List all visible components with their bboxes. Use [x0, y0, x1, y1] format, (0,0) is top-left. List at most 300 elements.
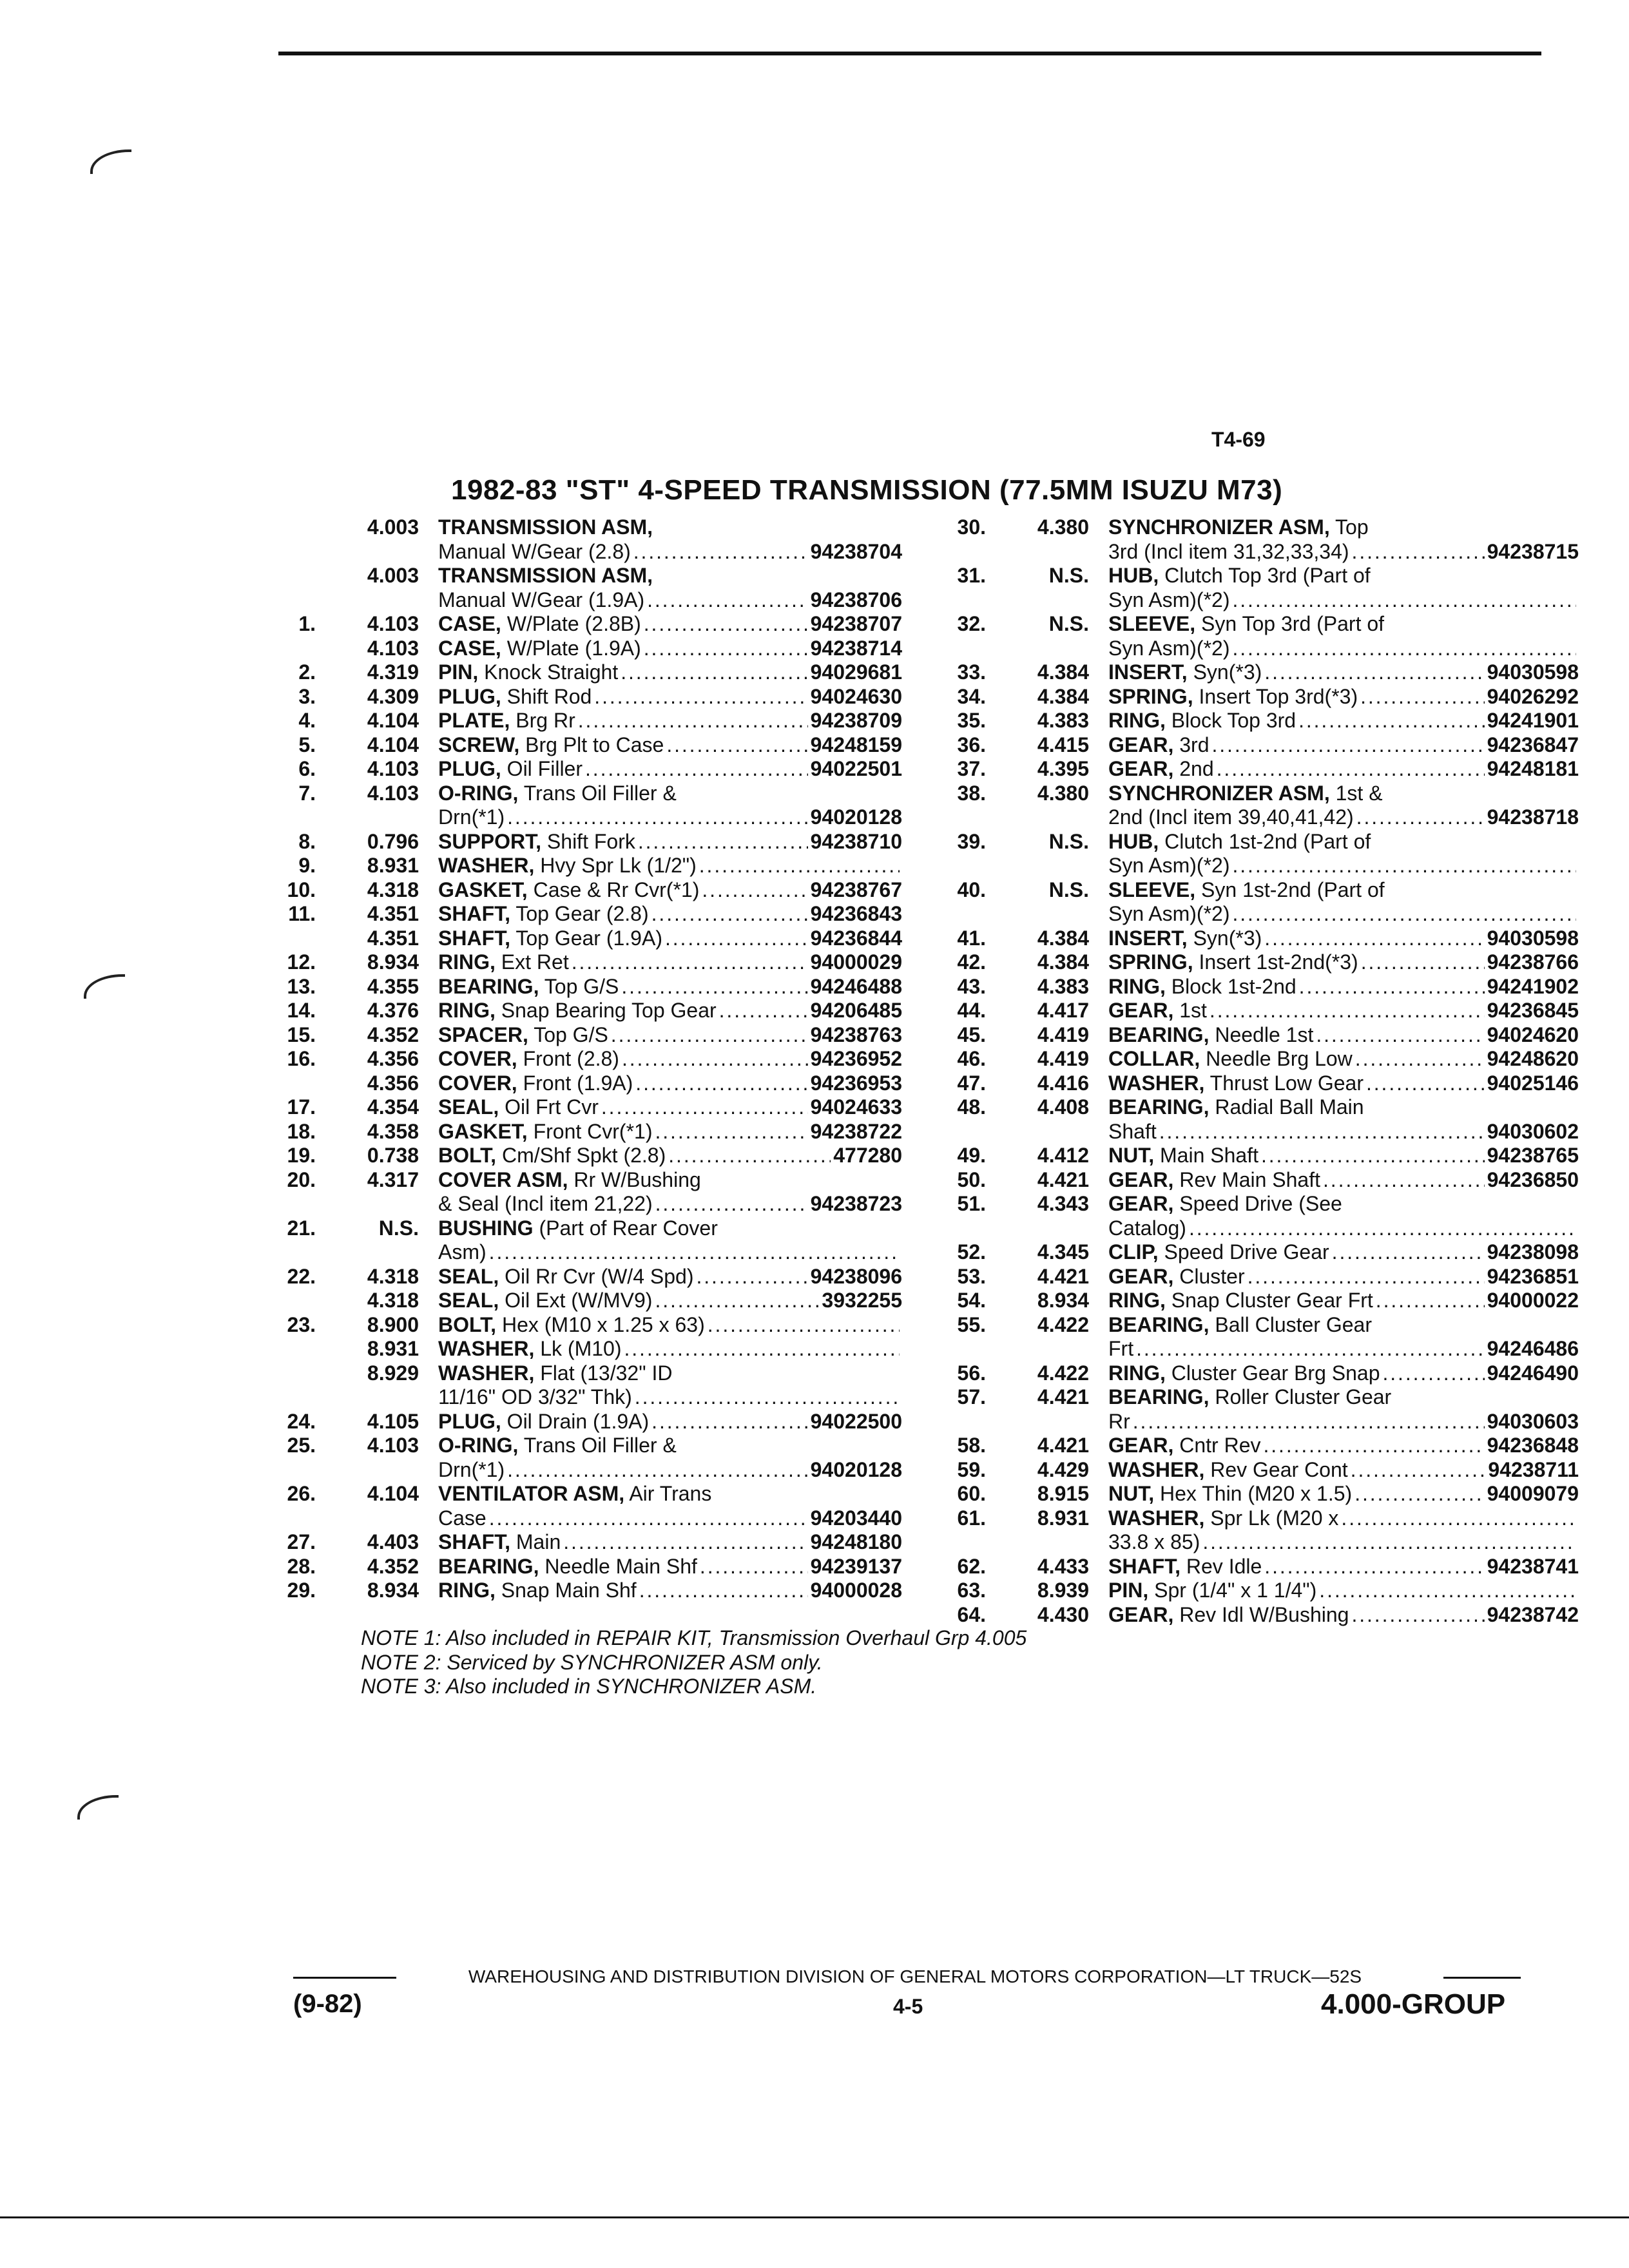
leader-dots	[1136, 1337, 1485, 1361]
group-number: 8.929	[367, 1361, 419, 1385]
part-description	[1108, 782, 1579, 806]
description-text	[1108, 1434, 1260, 1458]
description-text	[438, 540, 631, 564]
description-text	[1108, 660, 1262, 685]
part-number: 94248620	[1487, 1047, 1579, 1070]
description-text	[438, 660, 618, 685]
part-number: 94238767	[810, 878, 902, 901]
part-name: COVER,	[438, 1071, 517, 1095]
part-number: 94238710	[810, 829, 902, 853]
group-number: 4.384	[1037, 660, 1089, 684]
part-entry	[928, 540, 1579, 564]
part-entry	[928, 637, 1579, 661]
ref-number: 30.	[957, 515, 986, 539]
part-name: COLLAR,	[1108, 1047, 1200, 1070]
note-1: NOTE 1: Also included in REPAIR KIT, Transmission Overhaul Grp 4.005	[361, 1626, 1027, 1649]
parts-list-left	[258, 515, 902, 1603]
part-detail: Syn Asm)(*2)	[1108, 636, 1230, 660]
group-number: 4.309	[367, 684, 419, 708]
part-number: 94241902	[1487, 974, 1579, 998]
description-text	[438, 1313, 705, 1338]
part-number: 94022500	[810, 1409, 902, 1433]
part-detail: Trans Oil Filler &	[518, 781, 677, 805]
part-entry	[258, 588, 902, 613]
part-description	[438, 878, 902, 903]
description-text	[1108, 878, 1385, 903]
ref-number: 57.	[957, 1385, 986, 1408]
part-description	[438, 757, 902, 782]
ref-number: 40.	[957, 878, 986, 901]
ref-number: 12.	[287, 950, 316, 974]
notes	[361, 1626, 1027, 1699]
leader-dots	[1211, 733, 1484, 758]
part-number: 94203440	[810, 1506, 902, 1530]
part-detail: Hex Thin (M20 x 1.5)	[1154, 1482, 1353, 1505]
description-text	[1108, 515, 1369, 540]
part-name: SEAL,	[438, 1289, 499, 1312]
part-entry	[258, 1289, 902, 1313]
leader-dots	[1248, 1265, 1485, 1289]
part-name: PLUG,	[438, 1409, 501, 1433]
part-number: 94020128	[810, 1457, 902, 1481]
part-detail: Snap Bearing Top Gear	[495, 999, 717, 1022]
description-text	[1108, 757, 1214, 782]
part-description	[1108, 1434, 1579, 1458]
part-number: 94238741	[1487, 1554, 1579, 1578]
description-text	[1108, 564, 1371, 588]
ref-number: 11.	[288, 902, 316, 925]
part-detail: Top G/S	[539, 974, 619, 998]
part-entry	[928, 902, 1579, 927]
part-detail: Frt	[1108, 1337, 1134, 1360]
group-number: 4.356	[367, 1047, 419, 1070]
part-detail: Top G/S	[528, 1023, 608, 1046]
part-description	[1108, 1168, 1579, 1193]
ref-number: 18.	[287, 1119, 316, 1143]
part-entry	[258, 1506, 902, 1531]
description-text	[1108, 950, 1358, 975]
description-text	[438, 1337, 621, 1361]
description-text	[1108, 1385, 1391, 1410]
leader-dots	[644, 637, 808, 661]
part-detail: Needle 1st	[1209, 1023, 1314, 1046]
description-text	[438, 1289, 652, 1313]
group-number: 4.319	[367, 660, 419, 684]
part-name: HUB,	[1108, 564, 1159, 587]
group-number: 4.421	[1037, 1264, 1089, 1288]
description-text	[1108, 999, 1207, 1023]
ref-number: 50.	[957, 1168, 986, 1191]
ref-number: 5.	[298, 733, 316, 756]
ref-number: 35.	[957, 709, 986, 732]
description-text	[1108, 1530, 1200, 1555]
part-detail: Cluster	[1173, 1264, 1245, 1288]
part-name: SHAFT,	[1108, 1554, 1181, 1578]
leader-dots	[655, 1120, 807, 1144]
part-entry	[928, 854, 1579, 878]
part-entry	[928, 927, 1579, 951]
part-entry	[928, 757, 1579, 782]
ref-number: 56.	[957, 1361, 986, 1385]
part-description	[438, 1313, 902, 1338]
part-entry	[928, 1023, 1579, 1048]
part-description	[438, 1240, 902, 1265]
part-description	[1108, 1144, 1579, 1168]
part-name: BOLT,	[438, 1144, 497, 1167]
description-text	[1108, 685, 1358, 709]
part-name: PIN,	[1108, 1579, 1149, 1602]
part-detail: Clutch 1st-2nd (Part of	[1159, 829, 1371, 853]
part-number: 94246490	[1487, 1361, 1579, 1385]
part-description	[1108, 564, 1579, 588]
leader-dots	[719, 999, 808, 1023]
leader-dots	[651, 1410, 807, 1434]
part-detail: Main	[510, 1530, 561, 1553]
leader-dots	[585, 757, 808, 782]
description-text	[438, 515, 653, 540]
leader-dots	[1263, 1434, 1484, 1458]
group-number: 4.415	[1037, 733, 1089, 756]
leader-dots	[700, 1555, 808, 1579]
part-entry	[258, 515, 902, 540]
ref-number: 33.	[957, 660, 986, 684]
leader-dots	[1210, 999, 1485, 1023]
ref-number: 43.	[957, 974, 986, 998]
part-entry	[928, 1361, 1579, 1386]
note-3: NOTE 3: Also included in SYNCHRONIZER ASM.	[361, 1675, 817, 1698]
group-number: 4.003	[367, 564, 419, 587]
description-text	[438, 1361, 672, 1386]
part-entry	[928, 1047, 1579, 1072]
part-description	[438, 1361, 902, 1386]
group-number: 4.422	[1037, 1361, 1089, 1385]
group-number: 4.003	[367, 515, 419, 539]
group-number: 4.429	[1037, 1457, 1089, 1481]
part-number: 94238096	[810, 1264, 902, 1288]
description-text	[438, 950, 569, 975]
part-name: WASHER,	[438, 854, 535, 877]
part-name: BEARING,	[438, 1554, 539, 1578]
part-description	[1108, 1240, 1579, 1265]
ref-number: 39.	[957, 829, 986, 853]
note-2: NOTE 2: Serviced by SYNCHRONIZER ASM only.	[361, 1650, 823, 1674]
part-entry	[258, 1047, 902, 1072]
ref-number: 3.	[298, 684, 316, 708]
group-number: 4.103	[367, 757, 419, 780]
part-name: SEAL,	[438, 1264, 499, 1288]
ref-number: 62.	[957, 1554, 986, 1578]
part-entry	[258, 1095, 902, 1120]
ref-number: 63.	[957, 1579, 986, 1602]
part-detail: 1st &	[1329, 781, 1383, 805]
part-name: SPRING,	[1108, 684, 1193, 708]
ref-number: 28.	[287, 1554, 316, 1578]
part-entry	[928, 612, 1579, 637]
part-description	[438, 1047, 902, 1072]
group-number: 4.419	[1037, 1023, 1089, 1046]
part-description	[438, 1095, 902, 1120]
ref-number: 61.	[957, 1506, 986, 1530]
part-description	[438, 685, 902, 709]
part-name: BEARING,	[1108, 1023, 1210, 1046]
description-text	[1108, 1265, 1245, 1289]
ref-number: 8.	[298, 829, 316, 853]
part-entry	[258, 1337, 902, 1361]
leader-dots	[1159, 1120, 1485, 1144]
part-number: 94030598	[1487, 926, 1579, 950]
leader-dots	[1217, 757, 1485, 782]
part-description	[1108, 757, 1579, 782]
part-number: 94030602	[1487, 1119, 1579, 1143]
part-detail: Rev Gear Cont	[1204, 1457, 1348, 1481]
part-name: PIN,	[438, 660, 479, 684]
group-number: 0.796	[367, 829, 419, 853]
part-number: 94206485	[810, 999, 902, 1022]
part-name: BEARING,	[1108, 1312, 1210, 1336]
group-number: 4.351	[367, 926, 419, 950]
group-number: 8.931	[367, 854, 419, 877]
part-description	[438, 927, 902, 951]
leader-dots	[1376, 1289, 1485, 1313]
part-entry	[258, 878, 902, 903]
description-text	[1108, 540, 1349, 564]
part-name: NUT,	[1108, 1144, 1155, 1167]
part-description	[1108, 1313, 1579, 1338]
part-number: 94236845	[1487, 999, 1579, 1022]
part-entry	[258, 1482, 902, 1506]
leader-dots	[1189, 1216, 1576, 1241]
part-entry	[928, 1482, 1579, 1506]
part-number: 94236843	[810, 902, 902, 925]
part-entry	[928, 1240, 1579, 1265]
part-entry	[928, 1120, 1579, 1144]
part-detail: Insert Top 3rd(*3)	[1193, 684, 1358, 708]
group-number: N.S.	[1048, 564, 1089, 587]
part-entry	[928, 1072, 1579, 1096]
part-detail: 3rd	[1173, 733, 1210, 756]
part-entry	[928, 685, 1579, 709]
group-number: N.S.	[1048, 878, 1089, 901]
leader-dots	[702, 878, 807, 903]
description-text	[1108, 1337, 1133, 1361]
part-name: PLUG,	[438, 684, 501, 708]
description-text	[1108, 1579, 1316, 1603]
description-text	[1108, 1555, 1262, 1579]
part-name: SPACER,	[438, 1023, 528, 1046]
leader-dots	[622, 1047, 808, 1072]
description-text	[438, 1530, 561, 1555]
part-entry	[928, 830, 1579, 854]
part-detail: Top Gear (1.9A)	[510, 926, 662, 950]
ref-number: 38.	[957, 781, 986, 805]
part-number: 94022501	[810, 757, 902, 780]
part-description	[438, 1555, 902, 1579]
part-description	[438, 902, 902, 927]
part-detail: Cm/Shf Spkt (2.8)	[496, 1144, 666, 1167]
part-entry	[258, 757, 902, 782]
group-number: 4.421	[1037, 1434, 1089, 1457]
part-detail: Cntr Rev	[1173, 1434, 1261, 1457]
ref-number: 10.	[287, 878, 316, 901]
part-detail: Trans Oil Filler &	[518, 1434, 677, 1457]
part-description	[1108, 733, 1579, 758]
part-entry	[258, 1361, 902, 1386]
part-detail: & Seal (Incl item 21,22)	[438, 1192, 653, 1215]
description-text	[438, 1240, 487, 1265]
description-text	[438, 637, 641, 661]
group-number: 4.318	[367, 878, 419, 901]
leader-dots	[665, 927, 808, 951]
description-text	[438, 1072, 633, 1096]
ref-number: 53.	[957, 1264, 986, 1288]
part-entry	[928, 999, 1579, 1023]
part-detail: Brg Rr	[510, 709, 575, 732]
part-description	[438, 805, 902, 830]
part-entry	[928, 709, 1579, 733]
group-number: 8.934	[367, 1579, 419, 1602]
group-number: 4.433	[1037, 1554, 1089, 1578]
part-number: 94248180	[810, 1530, 902, 1553]
ref-number: 7.	[298, 781, 316, 805]
footer-date: (9-82)	[293, 1990, 362, 2018]
part-number: 94238098	[1487, 1240, 1579, 1264]
group-number: 4.417	[1037, 999, 1089, 1022]
part-description	[438, 515, 902, 540]
part-detail: Lk (M10)	[534, 1337, 622, 1360]
part-name: RING,	[438, 950, 496, 974]
leader-dots	[507, 805, 808, 830]
leader-dots	[633, 540, 808, 564]
part-detail: Ext Ret	[495, 950, 569, 974]
group-number: 4.376	[367, 999, 419, 1022]
part-detail: Syn Top 3rd (Part of	[1195, 612, 1385, 635]
part-description	[438, 1530, 902, 1555]
description-text	[438, 830, 635, 854]
part-detail: Needle Brg Low	[1200, 1047, 1353, 1070]
part-entry	[928, 1337, 1579, 1361]
part-name: INSERT,	[1108, 660, 1188, 684]
part-number: 94236851	[1487, 1264, 1579, 1288]
part-entry	[258, 1434, 902, 1458]
part-entry	[928, 660, 1579, 685]
part-detail: Syn Asm)(*2)	[1108, 854, 1230, 877]
group-number: 4.383	[1037, 974, 1089, 998]
part-name: CASE,	[438, 612, 501, 635]
leader-dots	[651, 902, 808, 927]
description-text	[1108, 1144, 1258, 1168]
group-number: 4.421	[1037, 1168, 1089, 1191]
part-number: 94024630	[810, 684, 902, 708]
part-description	[438, 1072, 902, 1096]
description-text	[438, 999, 717, 1023]
part-detail: Speed Drive (See	[1173, 1192, 1342, 1215]
part-number: 94030603	[1487, 1409, 1579, 1433]
part-entry	[928, 1603, 1579, 1628]
description-text	[1108, 1216, 1186, 1241]
part-detail: Top	[1329, 515, 1369, 539]
part-name: GEAR,	[1108, 1168, 1174, 1191]
part-name: SYNCHRONIZER ASM,	[1108, 781, 1330, 805]
leader-dots	[1202, 1530, 1576, 1555]
part-detail: Ball Cluster Gear	[1209, 1312, 1372, 1336]
part-number: 94238706	[810, 588, 902, 611]
group-number: 4.358	[367, 1119, 419, 1143]
part-name: RING,	[1108, 1289, 1166, 1312]
part-name: INSERT,	[1108, 926, 1188, 950]
leader-dots	[563, 1530, 807, 1555]
group-number: 4.412	[1037, 1144, 1089, 1167]
part-detail: Oil Filler	[501, 757, 583, 780]
part-detail: Flat (13/32" ID	[534, 1361, 673, 1385]
part-name: WASHER,	[438, 1361, 535, 1385]
part-detail: Case & Rr Cvr(*1)	[527, 878, 700, 901]
part-description	[1108, 805, 1579, 830]
part-entry	[258, 1120, 902, 1144]
part-description	[1108, 1603, 1579, 1628]
description-text	[438, 1216, 718, 1241]
part-detail: Shift Rod	[501, 684, 592, 708]
part-name: SLEEVE,	[1108, 878, 1196, 901]
group-number: 4.384	[1037, 926, 1089, 950]
part-description	[1108, 612, 1579, 637]
leader-dots	[1341, 1506, 1576, 1531]
group-number: 4.317	[367, 1168, 419, 1191]
description-text	[438, 805, 505, 830]
group-number: 4.103	[367, 636, 419, 660]
description-text	[438, 1385, 632, 1410]
group-number: N.S.	[1048, 612, 1089, 635]
description-text	[438, 927, 662, 951]
part-description	[438, 1168, 902, 1193]
part-detail: Air Trans	[624, 1482, 712, 1505]
part-name: NUT,	[1108, 1482, 1155, 1505]
group-number: 4.104	[367, 1482, 419, 1505]
part-description	[438, 1216, 902, 1241]
part-entry	[928, 1555, 1579, 1579]
part-detail: 33.8 x 85)	[1108, 1530, 1200, 1553]
part-description	[1108, 1361, 1579, 1386]
part-detail: 2nd (Incl item 39,40,41,42)	[1108, 805, 1354, 829]
part-entry	[258, 612, 902, 637]
leader-dots	[1355, 1047, 1485, 1072]
description-text	[1108, 612, 1384, 637]
part-description	[438, 1265, 902, 1289]
description-text	[1108, 1095, 1364, 1120]
group-number: 4.384	[1037, 684, 1089, 708]
part-entry	[258, 1313, 902, 1338]
ref-number: 16.	[287, 1047, 316, 1070]
part-name: BEARING,	[1108, 1095, 1210, 1119]
part-detail: Rr W/Bushing	[568, 1168, 701, 1191]
part-number: 94000029	[810, 950, 902, 974]
part-description	[1108, 1385, 1579, 1410]
part-name: WASHER,	[438, 1337, 535, 1360]
part-entry	[928, 1530, 1579, 1555]
ref-number: 34.	[957, 684, 986, 708]
description-text	[1108, 588, 1229, 613]
ref-number: 26.	[287, 1482, 316, 1505]
part-name: SCREW,	[438, 733, 520, 756]
description-text	[1108, 902, 1229, 927]
page-id: T4-69	[1211, 428, 1266, 451]
description-text	[438, 782, 677, 806]
leader-dots	[572, 950, 808, 975]
ref-number: 21.	[287, 1216, 316, 1240]
part-name: WASHER,	[1108, 1506, 1205, 1530]
part-detail: (Part of Rear Cover	[533, 1216, 718, 1240]
part-entry	[928, 1410, 1579, 1434]
part-number: 94000028	[810, 1579, 902, 1602]
